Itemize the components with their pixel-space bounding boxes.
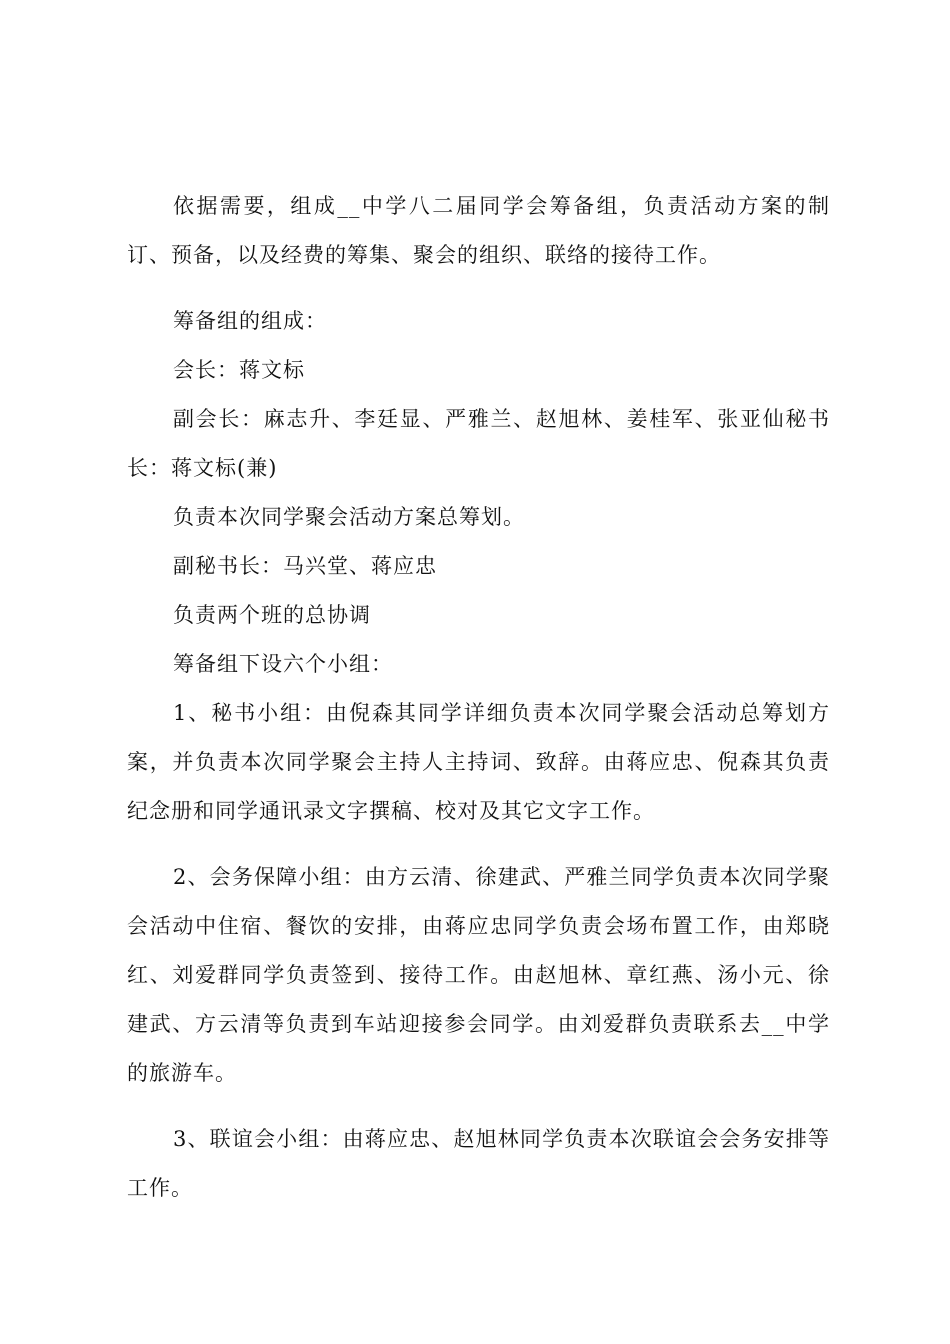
paragraph-secretary-duty: 负责本次同学聚会活动方案总筹划。	[173, 505, 525, 529]
paragraph-deputy-secretaries: 副秘书长：马兴堂、蒋应忠	[173, 554, 437, 578]
paragraph-president: 会长：蒋文标	[173, 358, 305, 382]
paragraph-committee-heading: 筹备组的组成：	[173, 309, 327, 333]
paragraph-intro: 依据需要，组成__中学八二届同学会筹备组，负责活动方案的制订、预备，以及经费的筹集、聚会的组织、联络的接待工作。	[127, 194, 830, 267]
paragraph-subgroups-heading: 筹备组下设六个小组：	[173, 652, 393, 676]
paragraph-logistics-group: 2、会务保障小组：由方云清、徐建武、严雅兰同学负责本次同学聚会活动中住宿、餐饮的安排，由蒋应忠同学负责会场布置工作，由郑晓红、刘爱群同学负责签到、接待工作。由赵旭林、章红燕、汤小元、徐建武、方云清等负责到车站迎接参会同学。由刘爱群负责联系去__中学的旅游车。	[127, 865, 830, 1085]
paragraph-social-group: 3、联谊会小组：由蒋应忠、赵旭林同学负责本次联谊会会务安排等工作。	[127, 1127, 830, 1200]
paragraph-secretariat-group: 1、秘书小组：由倪森其同学详细负责本次同学聚会活动总筹划方案，并负责本次同学聚会主持人主持词、致辞。由蒋应忠、倪森其负责纪念册和同学通讯录文字撰稿、校对及其它文字工作。	[127, 701, 830, 823]
paragraph-vice-presidents: 副会长：麻志升、李廷显、严雅兰、赵旭林、姜桂军、张亚仙秘书长：蒋文标(兼)	[127, 407, 830, 480]
paragraph-deputy-duty: 负责两个班的总协调	[173, 603, 371, 627]
document-body	[127, 182, 830, 1230]
